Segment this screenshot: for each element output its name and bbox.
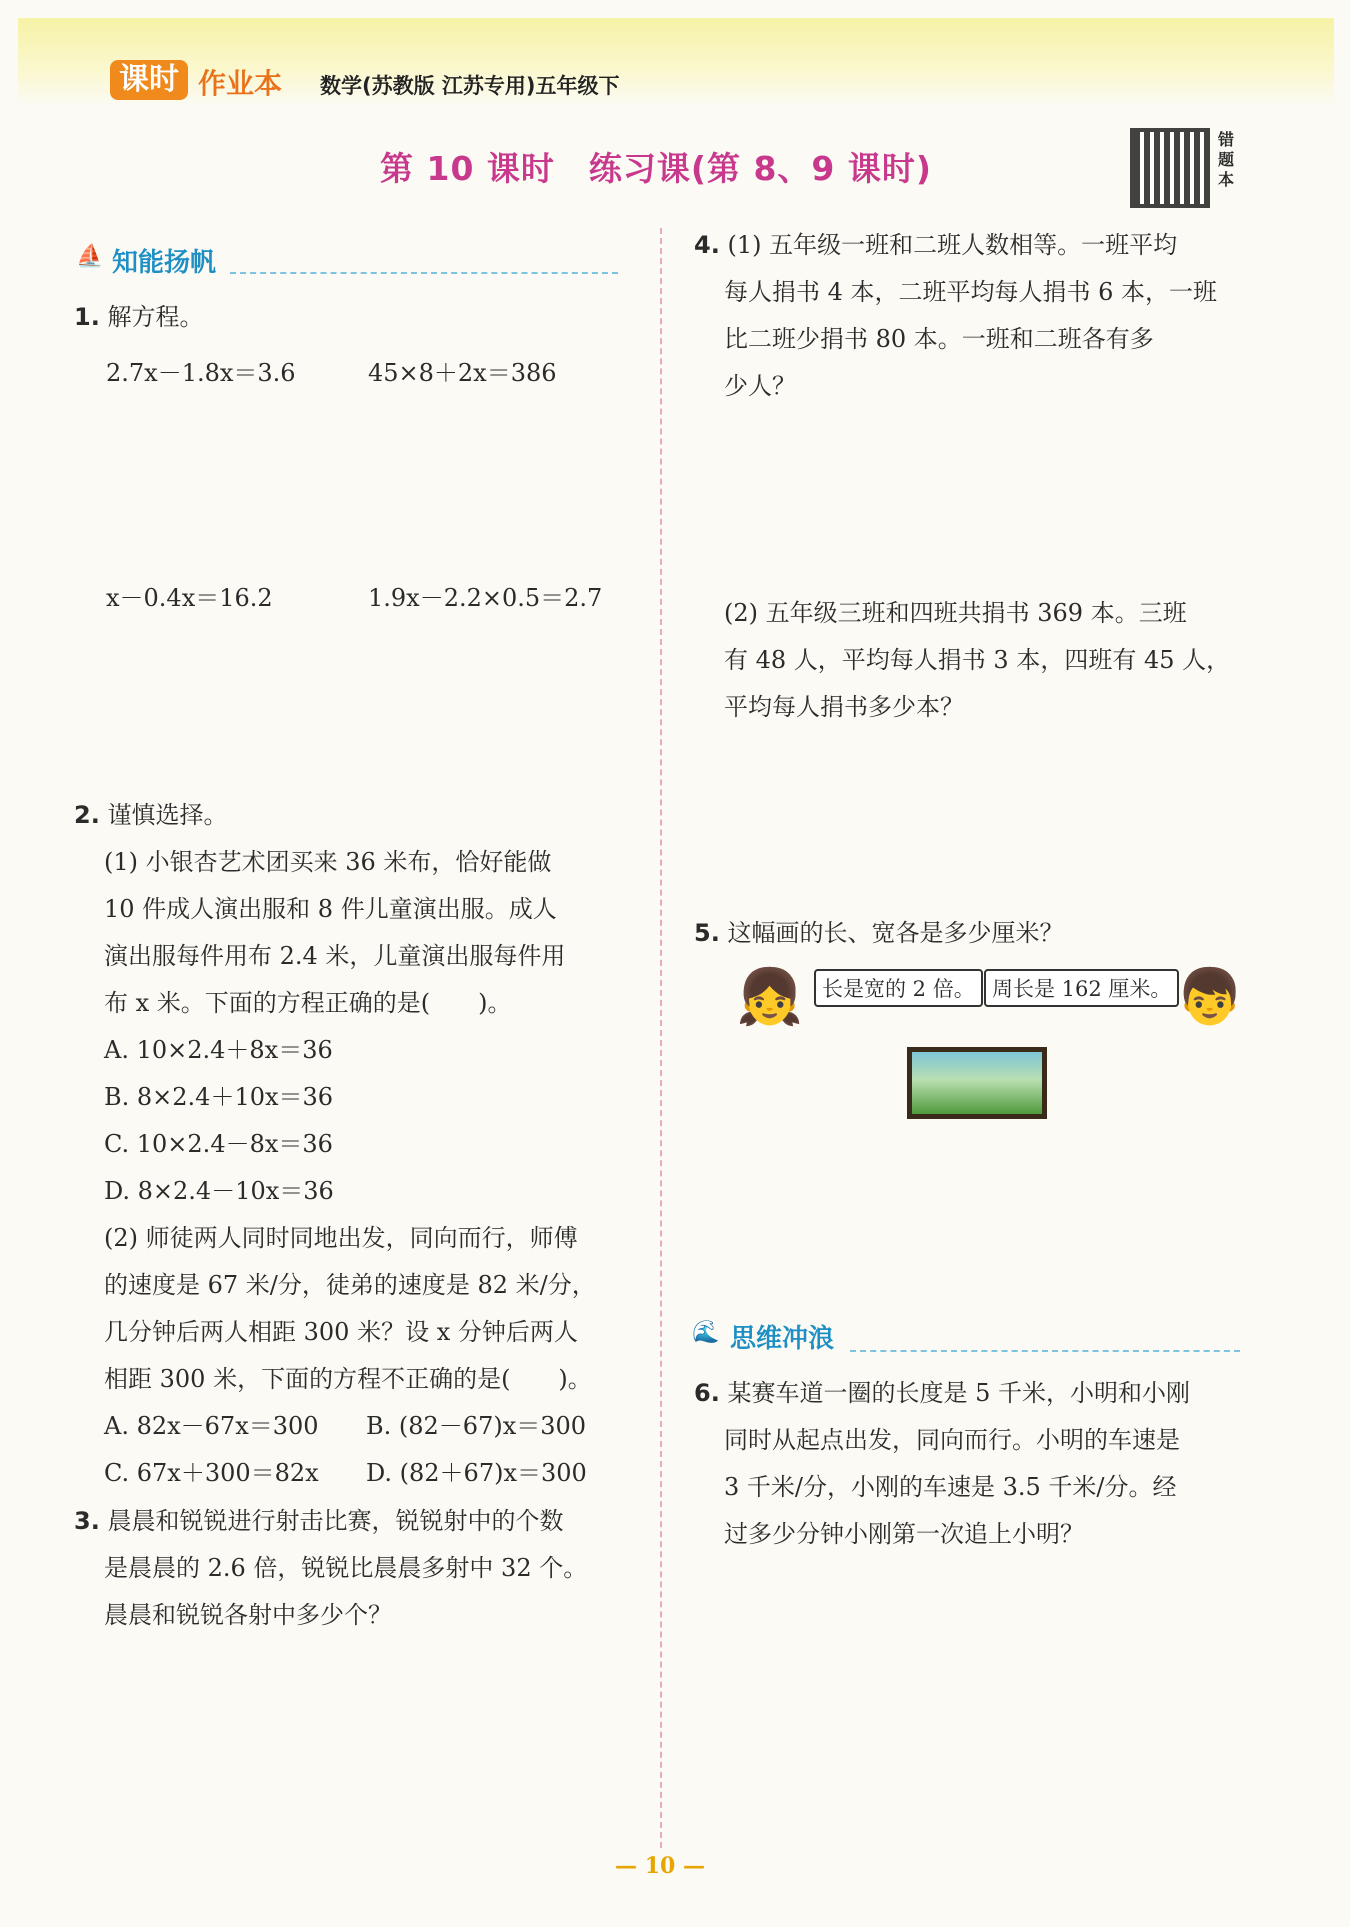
section-title-1: 知能扬帆 (112, 248, 217, 278)
text-line: 过多少分钟小刚第一次追上小明？ (724, 1520, 1084, 1548)
page-title: 第 10 课时 练习课(第 8、9 课时) (380, 149, 932, 188)
painting-illustration (907, 1047, 1047, 1119)
text-line: 少人？ (724, 372, 796, 400)
text-line: 相距 300 米，下面的方程不正确的是( )。 (104, 1365, 592, 1393)
section-underline (850, 1350, 1240, 1352)
text-line: 平均每人捐书多少本？ (724, 693, 964, 721)
option-c: C. 10×2.4－8x＝36 (104, 1130, 333, 1158)
text-line: 3 千米/分，小刚的车速是 3.5 千米/分。经 (724, 1473, 1177, 1501)
qr-label: 错题本 (1218, 130, 1235, 189)
question-text: 这幅画的长、宽各是多少厘米？ (727, 919, 1064, 947)
section-title-2: 思维冲浪 (730, 1324, 835, 1354)
column-divider (660, 228, 662, 1848)
brand-name: 作业本 (198, 67, 283, 100)
question-2-part-1 (104, 839, 644, 1497)
section-underline (230, 272, 618, 274)
book-subject: 数学(苏教版 江苏专用)五年级下 (320, 74, 620, 98)
text-line: (2) 五年级三班和四班共捐书 369 本。三班 (724, 599, 1187, 627)
option-b: B. (82－67)x＝300 (366, 1412, 587, 1440)
text-line: 布 x 米。下面的方程正确的是( )。 (104, 989, 512, 1017)
option-b: B. 8×2.4＋10x＝36 (104, 1083, 334, 1111)
question-4-part-1 (694, 222, 1254, 410)
question-text: 解方程。 (107, 303, 204, 331)
equation-4: 1.9x－2.2×0.5＝2.7 (368, 584, 603, 612)
question-number: 1. (74, 303, 100, 331)
sailboat-icon: ⛵ (76, 244, 104, 269)
question-3 (74, 1498, 654, 1639)
text-line: 每人捐书 4 本，二班平均每人捐书 6 本，一班 (724, 278, 1218, 306)
wave-icon: 🌊 (692, 1320, 720, 1345)
qr-code-icon[interactable] (1130, 128, 1210, 208)
text-line: 演出服每件用布 2.4 米，儿童演出服每件用 (104, 942, 566, 970)
girl-illustration: 👧 (736, 965, 804, 1028)
logo: 课时 (110, 60, 188, 100)
question-number: 6. (694, 1379, 720, 1407)
text-line: 的速度是 67 米/分，徒弟的速度是 82 米/分， (104, 1271, 596, 1299)
question-4-part-2 (724, 590, 1264, 731)
speech-bubble-boy: 周长是 162 厘米。 (984, 969, 1179, 1007)
equation-3: x－0.4x＝16.2 (106, 584, 273, 612)
equation-1: 2.7x－1.8x＝3.6 (106, 359, 296, 387)
question-number: 4. (694, 231, 720, 259)
text-line: (1) 五年级一班和二班人数相等。一班平均 (727, 231, 1178, 259)
option-d: D. 8×2.4－10x＝36 (104, 1177, 334, 1205)
text-line: (1) 小银杏艺术团买来 36 米布，恰好能做 (104, 848, 552, 876)
question-2 (74, 792, 227, 839)
text-line: 10 件成人演出服和 8 件儿童演出服。成人 (104, 895, 557, 923)
page-number: — 10 — (615, 1853, 705, 1879)
question-5 (694, 910, 1063, 957)
text-line: 晨晨和锐锐各射中多少个？ (104, 1601, 392, 1629)
text-line: 几分钟后两人相距 300 米？设 x 分钟后两人 (104, 1318, 578, 1346)
text-line: 是晨晨的 2.6 倍，锐锐比晨晨多射中 32 个。 (104, 1554, 588, 1582)
option-d: D. (82＋67)x＝300 (366, 1459, 587, 1487)
text-line: 有 48 人，平均每人捐书 3 本，四班有 45 人， (724, 646, 1231, 674)
question-number: 2. (74, 801, 100, 829)
question-text: 谨慎选择。 (107, 801, 228, 829)
question-6 (694, 1370, 1264, 1558)
text-line: (2) 师徒两人同时同地出发，同向而行，师傅 (104, 1224, 578, 1252)
question-number: 3. (74, 1507, 100, 1535)
speech-bubble-girl: 长是宽的 2 倍。 (814, 969, 983, 1007)
equation-2: 45×8＋2x＝386 (368, 359, 557, 387)
option-a: A. 10×2.4＋8x＝36 (104, 1036, 333, 1064)
text-line: 某赛车道一圈的长度是 5 千米，小明和小刚 (727, 1379, 1190, 1407)
text-line: 同时从起点出发，同向而行。小明的车速是 (724, 1426, 1180, 1454)
text-line: 晨晨和锐锐进行射击比赛，锐锐射中的个数 (107, 1507, 564, 1535)
option-a: A. 82x－67x＝300 (104, 1412, 319, 1440)
question-1 (74, 294, 203, 341)
boy-illustration: 👦 (1176, 965, 1244, 1028)
question-number: 5. (694, 919, 720, 947)
text-line: 比二班少捐书 80 本。一班和二班各有多 (724, 325, 1154, 353)
option-c: C. 67x＋300＝82x (104, 1459, 319, 1487)
